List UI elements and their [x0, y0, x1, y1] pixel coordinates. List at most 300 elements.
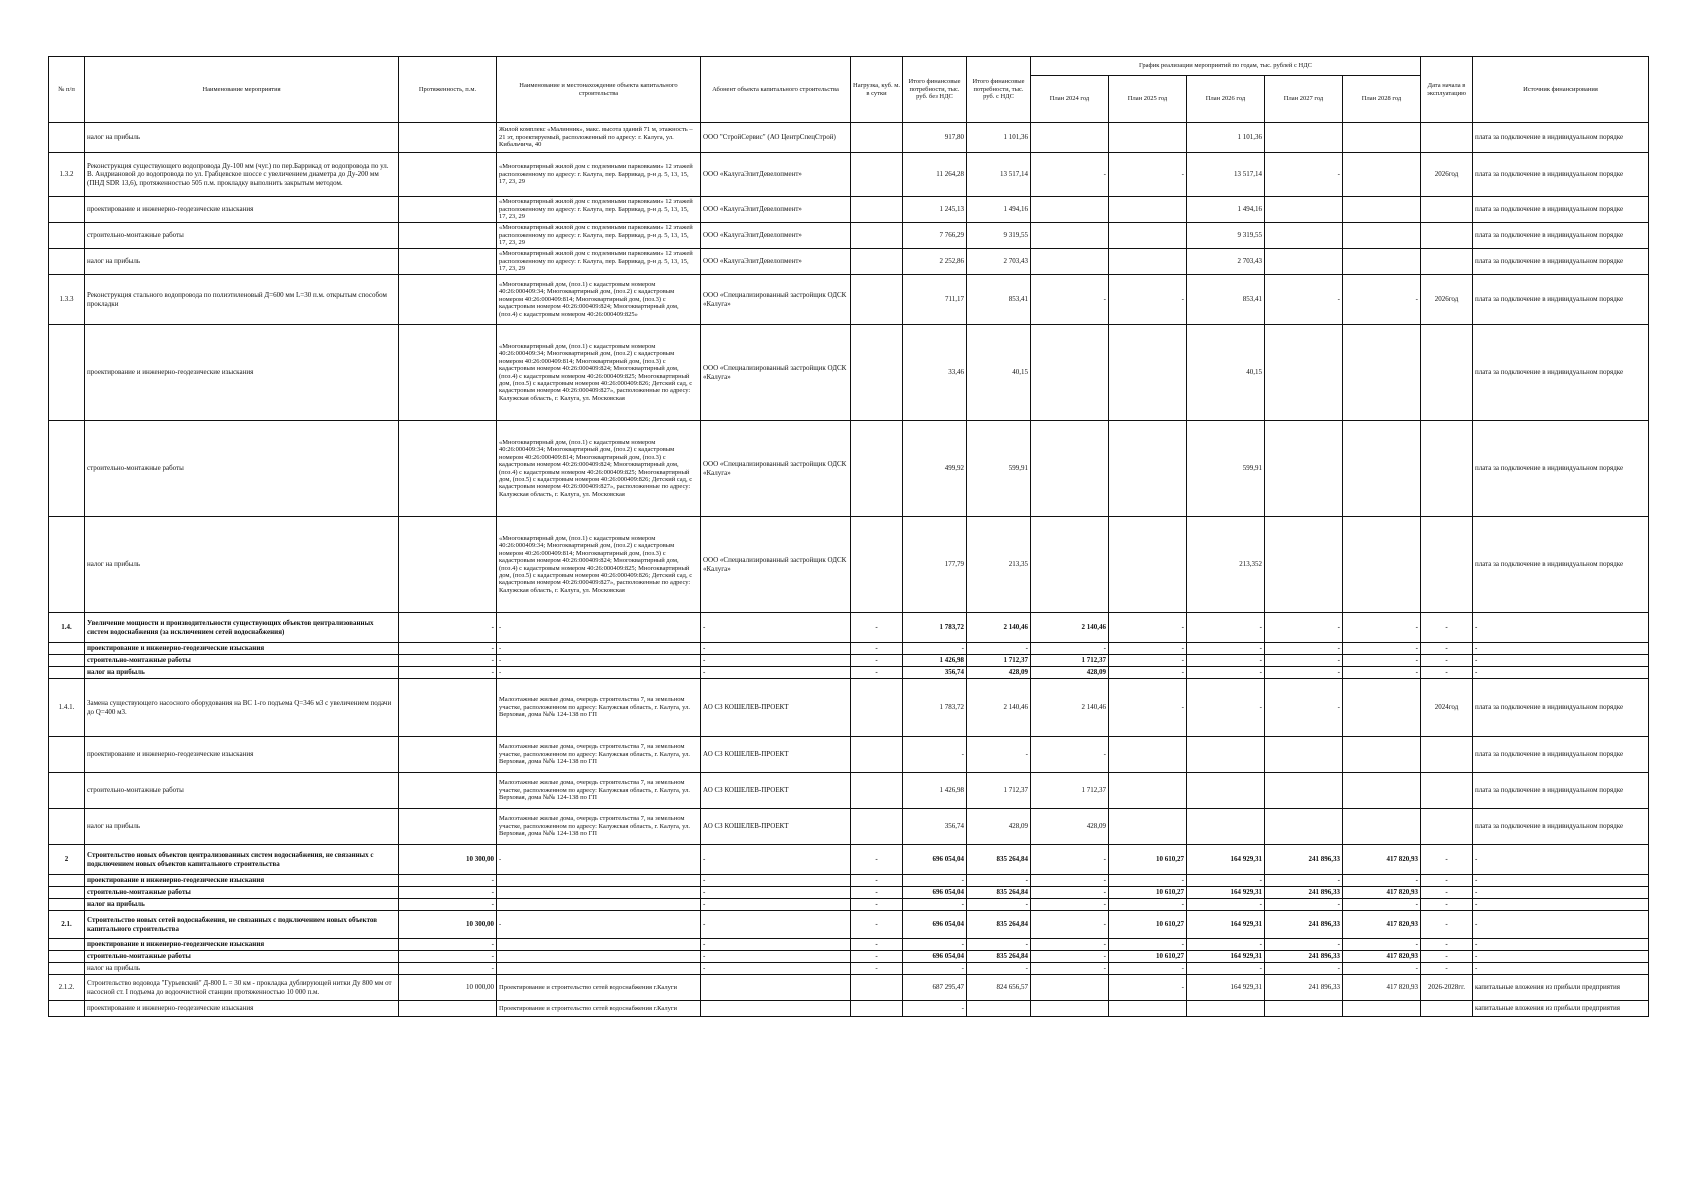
row-source: -	[1473, 667, 1649, 679]
row-length	[399, 737, 497, 773]
row-total-no-vat: 1 783,72	[903, 679, 967, 737]
row-number	[49, 223, 85, 249]
row-source: -	[1473, 939, 1649, 951]
header-cell: Протяженность, п.м.	[399, 57, 497, 123]
row-total-vat: 40,15	[967, 325, 1031, 421]
row-plan-2024: -	[1031, 643, 1109, 655]
row-total-vat: 2 140,46	[967, 613, 1031, 643]
row-plan-2028	[1343, 737, 1421, 773]
row-plan-2028	[1343, 249, 1421, 275]
row-plan-2025: -	[1109, 679, 1187, 737]
row-plan-2028	[1343, 223, 1421, 249]
row-plan-2025: -	[1109, 655, 1187, 667]
row-length: -	[399, 667, 497, 679]
row-subscriber: -	[701, 951, 851, 963]
row-plan-2026: 164 929,31	[1187, 951, 1265, 963]
row-subscriber: -	[701, 845, 851, 875]
row-source: -	[1473, 951, 1649, 963]
row-source: плата за подключение в индивидуальном порядке	[1473, 249, 1649, 275]
row-plan-2024	[1031, 517, 1109, 613]
row-total-no-vat: -	[903, 737, 967, 773]
row-name: налог на прибыль	[85, 517, 399, 613]
row-object: Жилой комплекс «Малинник», макс. высота зданий 71 м, этажность – 21 эт, проектируемый, расположенный по адресу: г. Калуга, ул. Кибальчича, 40	[497, 123, 701, 153]
row-name: проектирование и инженерно-геодезические изыскания	[85, 325, 399, 421]
header-cell: № п/п	[49, 57, 85, 123]
row-load	[851, 197, 903, 223]
row-name: Реконструкция стального водопровода по полиэтиленовый Д=600 мм L=30 п.м. открытым способом прокладки	[85, 275, 399, 325]
row-total-no-vat: 2 252,86	[903, 249, 967, 275]
row-name: проектирование и инженерно-геодезические изыскания	[85, 1001, 399, 1017]
row-plan-2024	[1031, 123, 1109, 153]
row-number	[49, 887, 85, 899]
row-load	[851, 275, 903, 325]
row-plan-2024	[1031, 975, 1109, 1001]
row-plan-2026: 853,41	[1187, 275, 1265, 325]
row-plan-2028	[1343, 517, 1421, 613]
row-plan-2024: -	[1031, 875, 1109, 887]
row-name: строительно-монтажные работы	[85, 951, 399, 963]
row-source: плата за подключение в индивидуальном порядке	[1473, 197, 1649, 223]
row-total-vat: 213,35	[967, 517, 1031, 613]
row-plan-2025: -	[1109, 963, 1187, 975]
row-plan-2024	[1031, 325, 1109, 421]
row-object	[497, 875, 701, 887]
table-row	[49, 875, 1649, 887]
row-source: -	[1473, 845, 1649, 875]
row-total-no-vat: 687 295,47	[903, 975, 967, 1001]
row-name: налог на прибыль	[85, 667, 399, 679]
row-load: -	[851, 643, 903, 655]
row-subscriber: -	[701, 667, 851, 679]
row-total-no-vat: 356,74	[903, 809, 967, 845]
row-total-no-vat: -	[903, 643, 967, 655]
row-object	[497, 951, 701, 963]
row-plan-2025: -	[1109, 613, 1187, 643]
row-plan-2026: 1 101,36	[1187, 123, 1265, 153]
row-subscriber: -	[701, 899, 851, 911]
row-load: -	[851, 899, 903, 911]
row-length: 10 300,00	[399, 911, 497, 939]
row-subscriber: -	[701, 887, 851, 899]
row-total-no-vat: 917,80	[903, 123, 967, 153]
row-object: «Многоквартирный дом, (поз.1) с кадастровым номером 40:26:000409:34; Многоквартирный дом, (поз.2) с кадастровым номером 40:26:000409:814; Многоквартирный дом, (поз.3) с кадастровым номером 40:26:000409:824; Многоквартирный дом, (поз.4) с кадастровым номером 40:26:000409:825; Многоквартирный дом, (поз.5) с кадастровым номером 40:26:000409:826; Детский сад, с кадастровым номером 40:26:000409:827», расположенные по адресу: Калужская область, г. Калуга, ул. Московская	[497, 421, 701, 517]
row-plan-2028	[1343, 773, 1421, 809]
row-total-no-vat: 1 426,98	[903, 655, 967, 667]
row-plan-2026	[1187, 1001, 1265, 1017]
row-total-no-vat: 1 245,13	[903, 197, 967, 223]
row-date: -	[1421, 939, 1473, 951]
row-plan-2025	[1109, 737, 1187, 773]
header-row	[49, 57, 1649, 76]
header-cell: Абонент объекта капитального строительства	[701, 57, 851, 123]
row-plan-2025	[1109, 197, 1187, 223]
row-total-vat	[967, 1001, 1031, 1017]
row-name: налог на прибыль	[85, 963, 399, 975]
row-plan-2025	[1109, 809, 1187, 845]
row-plan-2028: -	[1343, 655, 1421, 667]
row-total-no-vat: -	[903, 899, 967, 911]
table-row	[49, 911, 1649, 939]
row-number	[49, 655, 85, 667]
row-plan-2028: -	[1343, 643, 1421, 655]
row-length: -	[399, 643, 497, 655]
row-date	[1421, 325, 1473, 421]
row-subscriber: АО СЗ КОШЕЛЕВ-ПРОЕКТ	[701, 773, 851, 809]
row-plan-2024	[1031, 249, 1109, 275]
table-row	[49, 667, 1649, 679]
row-plan-2028: -	[1343, 963, 1421, 975]
row-load: -	[851, 951, 903, 963]
row-source: плата за подключение в индивидуальном порядке	[1473, 275, 1649, 325]
row-plan-2027: -	[1265, 655, 1343, 667]
row-total-vat: 428,09	[967, 809, 1031, 845]
row-plan-2028: -	[1343, 613, 1421, 643]
row-object	[497, 899, 701, 911]
row-plan-2024: -	[1031, 963, 1109, 975]
table-row	[49, 679, 1649, 737]
row-plan-2027: -	[1265, 667, 1343, 679]
row-plan-2024: -	[1031, 845, 1109, 875]
row-load	[851, 421, 903, 517]
row-length: -	[399, 951, 497, 963]
row-plan-2028	[1343, 197, 1421, 223]
row-plan-2024: -	[1031, 939, 1109, 951]
row-total-no-vat: 696 054,04	[903, 845, 967, 875]
row-total-no-vat: 696 054,04	[903, 887, 967, 899]
row-date: 2026год	[1421, 153, 1473, 197]
row-length	[399, 421, 497, 517]
row-number: 1.4.	[49, 613, 85, 643]
row-plan-2027: -	[1265, 963, 1343, 975]
row-subscriber: ООО «КалугаЭлитДевелопмент»	[701, 153, 851, 197]
row-plan-2025: -	[1109, 153, 1187, 197]
row-plan-2027: 241 896,33	[1265, 975, 1343, 1001]
row-total-vat: -	[967, 643, 1031, 655]
row-plan-2027	[1265, 123, 1343, 153]
row-subscriber: ООО «Специализированный застройщик ОДСК «Калуга»	[701, 517, 851, 613]
row-plan-2027	[1265, 325, 1343, 421]
row-load	[851, 679, 903, 737]
row-date	[1421, 249, 1473, 275]
row-source: плата за подключение в индивидуальном порядке	[1473, 517, 1649, 613]
row-number	[49, 197, 85, 223]
row-total-vat: -	[967, 939, 1031, 951]
row-plan-2027	[1265, 737, 1343, 773]
row-plan-2028	[1343, 325, 1421, 421]
row-length	[399, 275, 497, 325]
row-plan-2027: 241 896,33	[1265, 845, 1343, 875]
row-plan-2028: 417 820,93	[1343, 845, 1421, 875]
row-length	[399, 197, 497, 223]
row-plan-2027	[1265, 517, 1343, 613]
row-number: 2.1.	[49, 911, 85, 939]
row-subscriber: -	[701, 875, 851, 887]
row-length: -	[399, 613, 497, 643]
row-plan-2027	[1265, 809, 1343, 845]
row-date	[1421, 223, 1473, 249]
row-object: Малоэтажные жилые дома, очередь строительства 7, на земельном участке, расположенном по адресу: Калужская область, г. Калуга, ул. Верховая, дома №№ 124-138 по ГП	[497, 679, 701, 737]
row-plan-2027: -	[1265, 153, 1343, 197]
row-plan-2026: 40,15	[1187, 325, 1265, 421]
row-date	[1421, 517, 1473, 613]
row-object: Малоэтажные жилые дома, очередь строительства 7, на земельном участке, расположенном по адресу: Калужская область, г. Калуга, ул. Верховая, дома №№ 124-138 по ГП	[497, 737, 701, 773]
row-plan-2026: -	[1187, 963, 1265, 975]
row-plan-2025: -	[1109, 875, 1187, 887]
row-source: плата за подключение в индивидуальном порядке	[1473, 325, 1649, 421]
table-row	[49, 939, 1649, 951]
row-plan-2024: -	[1031, 737, 1109, 773]
row-plan-2025: -	[1109, 975, 1187, 1001]
row-plan-2027: -	[1265, 899, 1343, 911]
row-plan-2027	[1265, 1001, 1343, 1017]
row-plan-2026: -	[1187, 667, 1265, 679]
row-plan-2025: 10 610,27	[1109, 911, 1187, 939]
row-date: -	[1421, 845, 1473, 875]
header-cell: План 2027 год	[1265, 76, 1343, 123]
row-object: «Многоквартирный жилой дом с подземными парковками» 12 этажей расположенному по адресу: г. Калуга, пер. Баррикад, р-н д. 5, 13, 15, 17, 23, 29	[497, 153, 701, 197]
row-source: плата за подключение в индивидуальном порядке	[1473, 737, 1649, 773]
row-length	[399, 325, 497, 421]
row-plan-2025: -	[1109, 275, 1187, 325]
row-plan-2028	[1343, 679, 1421, 737]
row-plan-2025: -	[1109, 939, 1187, 951]
row-length: -	[399, 875, 497, 887]
row-length: 10 000,00	[399, 975, 497, 1001]
header-cell: План 2024 год	[1031, 76, 1109, 123]
row-plan-2028: -	[1343, 939, 1421, 951]
row-plan-2028: -	[1343, 667, 1421, 679]
row-name: проектирование и инженерно-геодезические изыскания	[85, 875, 399, 887]
row-number	[49, 421, 85, 517]
row-length: -	[399, 887, 497, 899]
row-total-vat: 835 264,84	[967, 887, 1031, 899]
row-total-no-vat: -	[903, 963, 967, 975]
row-object: Малоэтажные жилые дома, очередь строительства 7, на земельном участке, расположенном по адресу: Калужская область, г. Калуга, ул. Верховая, дома №№ 124-138 по ГП	[497, 773, 701, 809]
row-length: 10 300,00	[399, 845, 497, 875]
row-plan-2025	[1109, 1001, 1187, 1017]
row-load	[851, 809, 903, 845]
row-length	[399, 1001, 497, 1017]
row-number: 1.3.2	[49, 153, 85, 197]
document-sheet	[48, 56, 1648, 1156]
row-length: -	[399, 655, 497, 667]
row-plan-2024	[1031, 223, 1109, 249]
row-total-no-vat: 11 264,28	[903, 153, 967, 197]
row-plan-2026: 164 929,31	[1187, 845, 1265, 875]
row-name: Строительство новых сетей водоснабжения, не связанных с подключением новых объектов капитального строительства	[85, 911, 399, 939]
row-plan-2024: -	[1031, 887, 1109, 899]
row-source: -	[1473, 911, 1649, 939]
row-name: Реконструкция существующего водопровода Ду-100 мм (чуг.) по пер.Баррикад от водопровода по ул. В. Андриановой до водопровода по ул. Грабцевское шоссе с увеличением диаметра до Ду-200 мм (ПНД SDR 13,6), протяженностью 505 п.м. прокладку выполнить закрытым методом.	[85, 153, 399, 197]
row-plan-2028: -	[1343, 875, 1421, 887]
row-source: -	[1473, 643, 1649, 655]
row-number	[49, 325, 85, 421]
row-object: «Многоквартирный дом, (поз.1) с кадастровым номером 40:26:000409:34; Многоквартирный дом, (поз.2) с кадастровым номером 40:26:000409:814; Многоквартирный дом, (поз.3) с кадастровым номером 40:26:000409:824; Многоквартирный дом, (поз.4) с кадастровым номером 40:26:000409:825»	[497, 275, 701, 325]
row-plan-2024	[1031, 197, 1109, 223]
row-subscriber: ООО "СтройСервис" (АО ЦентрСпецСтрой)	[701, 123, 851, 153]
row-number	[49, 939, 85, 951]
row-date: -	[1421, 613, 1473, 643]
row-object	[497, 887, 701, 899]
header-cell: Нагрузка, куб. м. в сутки	[851, 57, 903, 123]
row-object	[497, 939, 701, 951]
row-load: -	[851, 655, 903, 667]
row-object: Малоэтажные жилые дома, очередь строительства 7, на земельном участке, расположенном по адресу: Калужская область, г. Калуга, ул. Верховая, дома №№ 124-138 по ГП	[497, 809, 701, 845]
row-source: плата за подключение в индивидуальном порядке	[1473, 421, 1649, 517]
row-total-vat: 9 319,55	[967, 223, 1031, 249]
table-row	[49, 123, 1649, 153]
row-total-vat: 2 140,46	[967, 679, 1031, 737]
row-plan-2024: 1 712,37	[1031, 773, 1109, 809]
header-cell: План 2025 год	[1109, 76, 1187, 123]
row-plan-2026: -	[1187, 875, 1265, 887]
row-plan-2025	[1109, 223, 1187, 249]
row-subscriber: АО СЗ КОШЕЛЕВ-ПРОЕКТ	[701, 737, 851, 773]
row-length	[399, 123, 497, 153]
header-cell: Наименование и местонахождение объекта капитального строительства	[497, 57, 701, 123]
row-plan-2026: 164 929,31	[1187, 975, 1265, 1001]
row-plan-2026: 9 319,55	[1187, 223, 1265, 249]
row-subscriber: -	[701, 963, 851, 975]
row-load: -	[851, 875, 903, 887]
row-total-vat: 824 656,57	[967, 975, 1031, 1001]
row-subscriber: ООО «КалугаЭлитДевелопмент»	[701, 249, 851, 275]
row-length: -	[399, 939, 497, 951]
row-object: Проектирование и строительство сетей водоснабжения г.Калуги	[497, 975, 701, 1001]
row-plan-2027: -	[1265, 875, 1343, 887]
row-total-vat: 853,41	[967, 275, 1031, 325]
table-row	[49, 1001, 1649, 1017]
row-plan-2028	[1343, 421, 1421, 517]
row-total-no-vat: 33,46	[903, 325, 967, 421]
row-load: -	[851, 939, 903, 951]
row-plan-2024: -	[1031, 275, 1109, 325]
row-plan-2025	[1109, 773, 1187, 809]
row-source: -	[1473, 875, 1649, 887]
row-plan-2028: -	[1343, 275, 1421, 325]
row-load	[851, 773, 903, 809]
row-name: Строительство новых объектов централизованных систем водоснабжения, не связанных с подключением новых объектов капитального строительства	[85, 845, 399, 875]
investment-table	[48, 56, 1649, 1017]
row-date	[1421, 809, 1473, 845]
row-plan-2026: 1 494,16	[1187, 197, 1265, 223]
row-total-no-vat: -	[903, 875, 967, 887]
row-plan-2027: -	[1265, 679, 1343, 737]
row-subscriber: АО СЗ КОШЕЛЕВ-ПРОЕКТ	[701, 809, 851, 845]
row-load: -	[851, 845, 903, 875]
row-total-vat: -	[967, 899, 1031, 911]
row-total-no-vat: 711,17	[903, 275, 967, 325]
row-plan-2026: -	[1187, 655, 1265, 667]
row-object: «Многоквартирный дом, (поз.1) с кадастровым номером 40:26:000409:34; Многоквартирный дом, (поз.2) с кадастровым номером 40:26:000409:814; Многоквартирный дом, (поз.3) с кадастровым номером 40:26:000409:824; Многоквартирный дом, (поз.4) с кадастровым номером 40:26:000409:825; Многоквартирный дом, (поз.5) с кадастровым номером 40:26:000409:826; Детский сад, с кадастровым номером 40:26:000409:827», расположенные по адресу: Калужская область, г. Калуга, ул. Московская	[497, 325, 701, 421]
row-plan-2026	[1187, 809, 1265, 845]
row-length	[399, 249, 497, 275]
row-length	[399, 223, 497, 249]
row-plan-2025: 10 610,27	[1109, 845, 1187, 875]
row-total-no-vat: -	[903, 939, 967, 951]
table-row	[49, 421, 1649, 517]
row-total-vat: 835 264,84	[967, 845, 1031, 875]
row-source: плата за подключение в индивидуальном порядке	[1473, 123, 1649, 153]
row-plan-2027: -	[1265, 643, 1343, 655]
row-subscriber: ООО «КалугаЭлитДевелопмент»	[701, 223, 851, 249]
row-total-vat: 599,91	[967, 421, 1031, 517]
row-plan-2024	[1031, 421, 1109, 517]
row-source: -	[1473, 963, 1649, 975]
row-subscriber: -	[701, 643, 851, 655]
row-name: Увеличение мощности и производительности существующих объектов централизованных систем водоснабжения (за исключением сетей водоснабжения)	[85, 613, 399, 643]
row-number	[49, 667, 85, 679]
row-date: -	[1421, 911, 1473, 939]
row-plan-2026: 599,91	[1187, 421, 1265, 517]
row-name: налог на прибыль	[85, 899, 399, 911]
row-source: плата за подключение в индивидуальном порядке	[1473, 679, 1649, 737]
row-load	[851, 517, 903, 613]
row-plan-2028: -	[1343, 899, 1421, 911]
row-plan-2024: 1 712,37	[1031, 655, 1109, 667]
row-plan-2025	[1109, 325, 1187, 421]
row-plan-2025: -	[1109, 899, 1187, 911]
row-source: -	[1473, 887, 1649, 899]
row-plan-2027	[1265, 421, 1343, 517]
table-row	[49, 809, 1649, 845]
row-name: строительно-монтажные работы	[85, 887, 399, 899]
row-plan-2028	[1343, 1001, 1421, 1017]
row-object: «Многоквартирный жилой дом с подземными парковками» 12 этажей расположенному по адресу: г. Калуга, пер. Баррикад, р-н д. 5, 13, 15, 17, 23, 29	[497, 249, 701, 275]
row-length	[399, 809, 497, 845]
row-plan-2024: 2 140,46	[1031, 613, 1109, 643]
row-subscriber: -	[701, 939, 851, 951]
row-name: строительно-монтажные работы	[85, 421, 399, 517]
row-plan-2028	[1343, 153, 1421, 197]
row-subscriber: -	[701, 911, 851, 939]
row-source: -	[1473, 613, 1649, 643]
row-subscriber	[701, 1001, 851, 1017]
row-number: 2	[49, 845, 85, 875]
row-number	[49, 809, 85, 845]
row-plan-2026: 164 929,31	[1187, 911, 1265, 939]
row-total-no-vat: 499,92	[903, 421, 967, 517]
table-row	[49, 887, 1649, 899]
row-plan-2028: 417 820,93	[1343, 951, 1421, 963]
row-plan-2025: -	[1109, 667, 1187, 679]
row-name: налог на прибыль	[85, 123, 399, 153]
row-object: -	[497, 911, 701, 939]
row-object: -	[497, 655, 701, 667]
row-number	[49, 737, 85, 773]
row-plan-2026: 2 703,43	[1187, 249, 1265, 275]
row-source: -	[1473, 899, 1649, 911]
table-row	[49, 845, 1649, 875]
row-load: -	[851, 911, 903, 939]
row-plan-2027: -	[1265, 275, 1343, 325]
row-subscriber: ООО «КалугаЭлитДевелопмент»	[701, 197, 851, 223]
row-date: 2024год	[1421, 679, 1473, 737]
row-total-vat: 1 712,37	[967, 655, 1031, 667]
header-cell: План 2028 год	[1343, 76, 1421, 123]
row-plan-2027: 241 896,33	[1265, 911, 1343, 939]
row-name: строительно-монтажные работы	[85, 223, 399, 249]
row-total-vat: -	[967, 875, 1031, 887]
row-number	[49, 1001, 85, 1017]
row-plan-2024	[1031, 1001, 1109, 1017]
row-plan-2027: 241 896,33	[1265, 951, 1343, 963]
row-length	[399, 773, 497, 809]
row-plan-2026: -	[1187, 679, 1265, 737]
table-row	[49, 951, 1649, 963]
table-row	[49, 275, 1649, 325]
row-total-vat: -	[967, 963, 1031, 975]
